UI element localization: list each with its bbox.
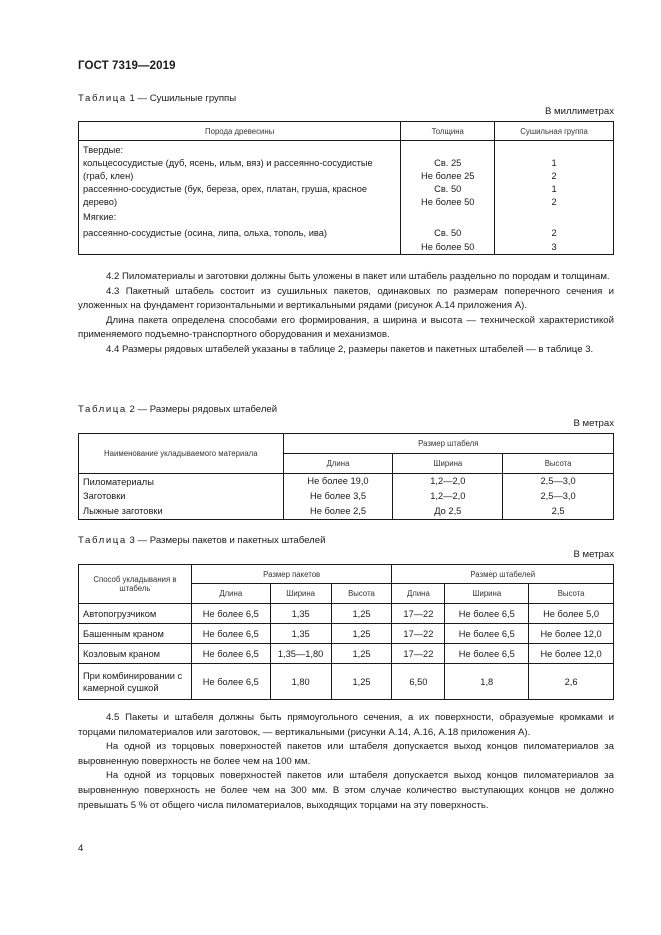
table3-header-stack-width: Ширина [445,584,529,604]
table-row: При комбинировании с камерной сушкой Не более 6,5 1,80 1,25 6,50 1,8 2,6 [79,664,614,700]
table1 [78,121,614,255]
table2-caption-title: 2 — Размеры рядовых штабелей [126,404,278,415]
paragraph: 4.2 Пиломатериалы и заготовки должны быть уложены в пакет или штабель раздельно по породам и толщинам. [106,271,610,282]
paragraph: На одной из торцовых поверхностей пакетов или штабеля допускается выход концов пиломатериалов за выровненную поверхность не более чем на 300 мм. В этом случае количество выступающих концов не должно превышать 5 % от общего числа пиломатериалов, выходящих торцами на эту поверхность. [78,770,614,811]
table3-header-packet-height: Высота [331,584,392,604]
table3-header-method: Способ укладывания в штабель [79,565,192,604]
table-row: Башенным краном Не более 6,5 1,35 1,25 17—22 Не более 6,5 Не более 12,0 [79,624,614,644]
table-row: Козловым краном Не более 6,5 1,35—1,80 1,25 17—22 Не более 6,5 Не более 12,0 [79,644,614,664]
paragraph: 4.5 Пакеты и штабеля должны быть прямоугольного сечения, а их поверхности, образуемые кромками и торцами пиломатериалов или заготовок, — вертикальными (рисунки А.14, А.16, А.18 приложения А). [78,712,614,738]
table3-header-stack-length: Длина [392,584,445,604]
table3-header-packet-length: Длина [191,584,270,604]
section-4-5 [78,711,614,813]
table3 [78,564,614,700]
table1-caption-title: 1 — Сушильные группы [126,93,237,104]
table-row: Пиломатериалы Не более 19,0 1,2—2,0 2,5—3,0 [79,474,614,489]
paragraph: 4.4 Размеры рядовых штабелей указаны в таблице 2, размеры пакетов и пакетных штабелей — в таблице 3. [106,343,594,355]
table1-header-group: Сушильная группа [495,122,614,141]
table-row: дерево) Не более 50 2 [79,196,614,209]
table2-header-height: Высота [503,454,614,474]
page-number: 4 [78,843,84,854]
table-row: рассеянно-сосудистые (бук, береза, орех, платан, груша, красное Св. 50 1 [79,183,614,196]
table-row: Лыжные заготовки Не более 2,5 До 2,5 2,5 [79,504,614,520]
table2-header-length: Длина [283,454,393,474]
table-row: рассеянно-сосудистые (осина, липа, ольха, тополь, ива) Св. 50 2 [79,225,614,241]
table-row: (граб, клен) Не более 25 2 [79,170,614,183]
table1-header-thickness: Толщина [401,122,495,141]
table3-header-packet-width: Ширина [270,584,331,604]
table3-header-stack-height: Высота [529,584,614,604]
table2-header-width: Ширина [393,454,503,474]
table2 [78,433,614,520]
table3-caption-title: 3 — Размеры пакетов и пакетных штабелей [126,535,326,546]
table-row: Не более 50 3 [79,241,614,255]
section-4-2-4-4 [78,270,614,358]
table2-units: В метрах [573,418,614,429]
paragraph: 4.3 Пакетный штабель состоит из сушильных пакетов, одинаковых по размерам поперечного сечения и уложенных на фундамент горизонтальными и вертикальными рядами (рисунок А.14 приложения А). [78,285,614,312]
table-row: Мягкие: [79,209,614,225]
table3-caption [78,535,325,546]
table3-header-packets: Размер пакетов [191,565,392,584]
table3-header-row [79,565,614,584]
table1-header-row [79,122,614,141]
table-row: Заготовки Не более 3,5 1,2—2,0 2,5—3,0 [79,489,614,504]
table1-caption [78,93,236,104]
table1-caption-label: Таблица [78,93,127,104]
paragraph: Длина пакета определена способами его формирования, а ширина и высота — технической характеристикой применяемого подъемно-транспортного оборудования и механизмов. [78,314,614,341]
table1-units: В миллиметрах [544,106,614,117]
table-row: кольцесосудистые (дуб, ясень, ильм, вяз) и рассеянно-сосудистые Св. 25 1 [79,157,614,170]
table-row: Автопогрузчиком Не более 6,5 1,35 1,25 17—22 Не более 6,5 Не более 5,0 [79,604,614,624]
table2-header-row [79,434,614,454]
document-header: ГОСТ 7319—2019 [78,60,176,72]
table2-header-material: Наименование укладываемого материала [79,434,284,474]
table2-caption [78,404,277,415]
paragraph: На одной из торцовых поверхностей пакетов или штабеля допускается выход концов пиломатериалов за выровненную поверхность не более чем на 100 мм. [78,741,614,767]
table1-header-species: Порода древесины [79,122,401,141]
table2-header-group: Размер штабеля [283,434,613,454]
table3-caption-label: Таблица [78,535,127,546]
table-row: Твердые: [79,141,614,157]
table3-units: В метрах [573,549,614,560]
table2-caption-label: Таблица [78,404,127,415]
table3-header-stacks: Размер штабелей [392,565,614,584]
